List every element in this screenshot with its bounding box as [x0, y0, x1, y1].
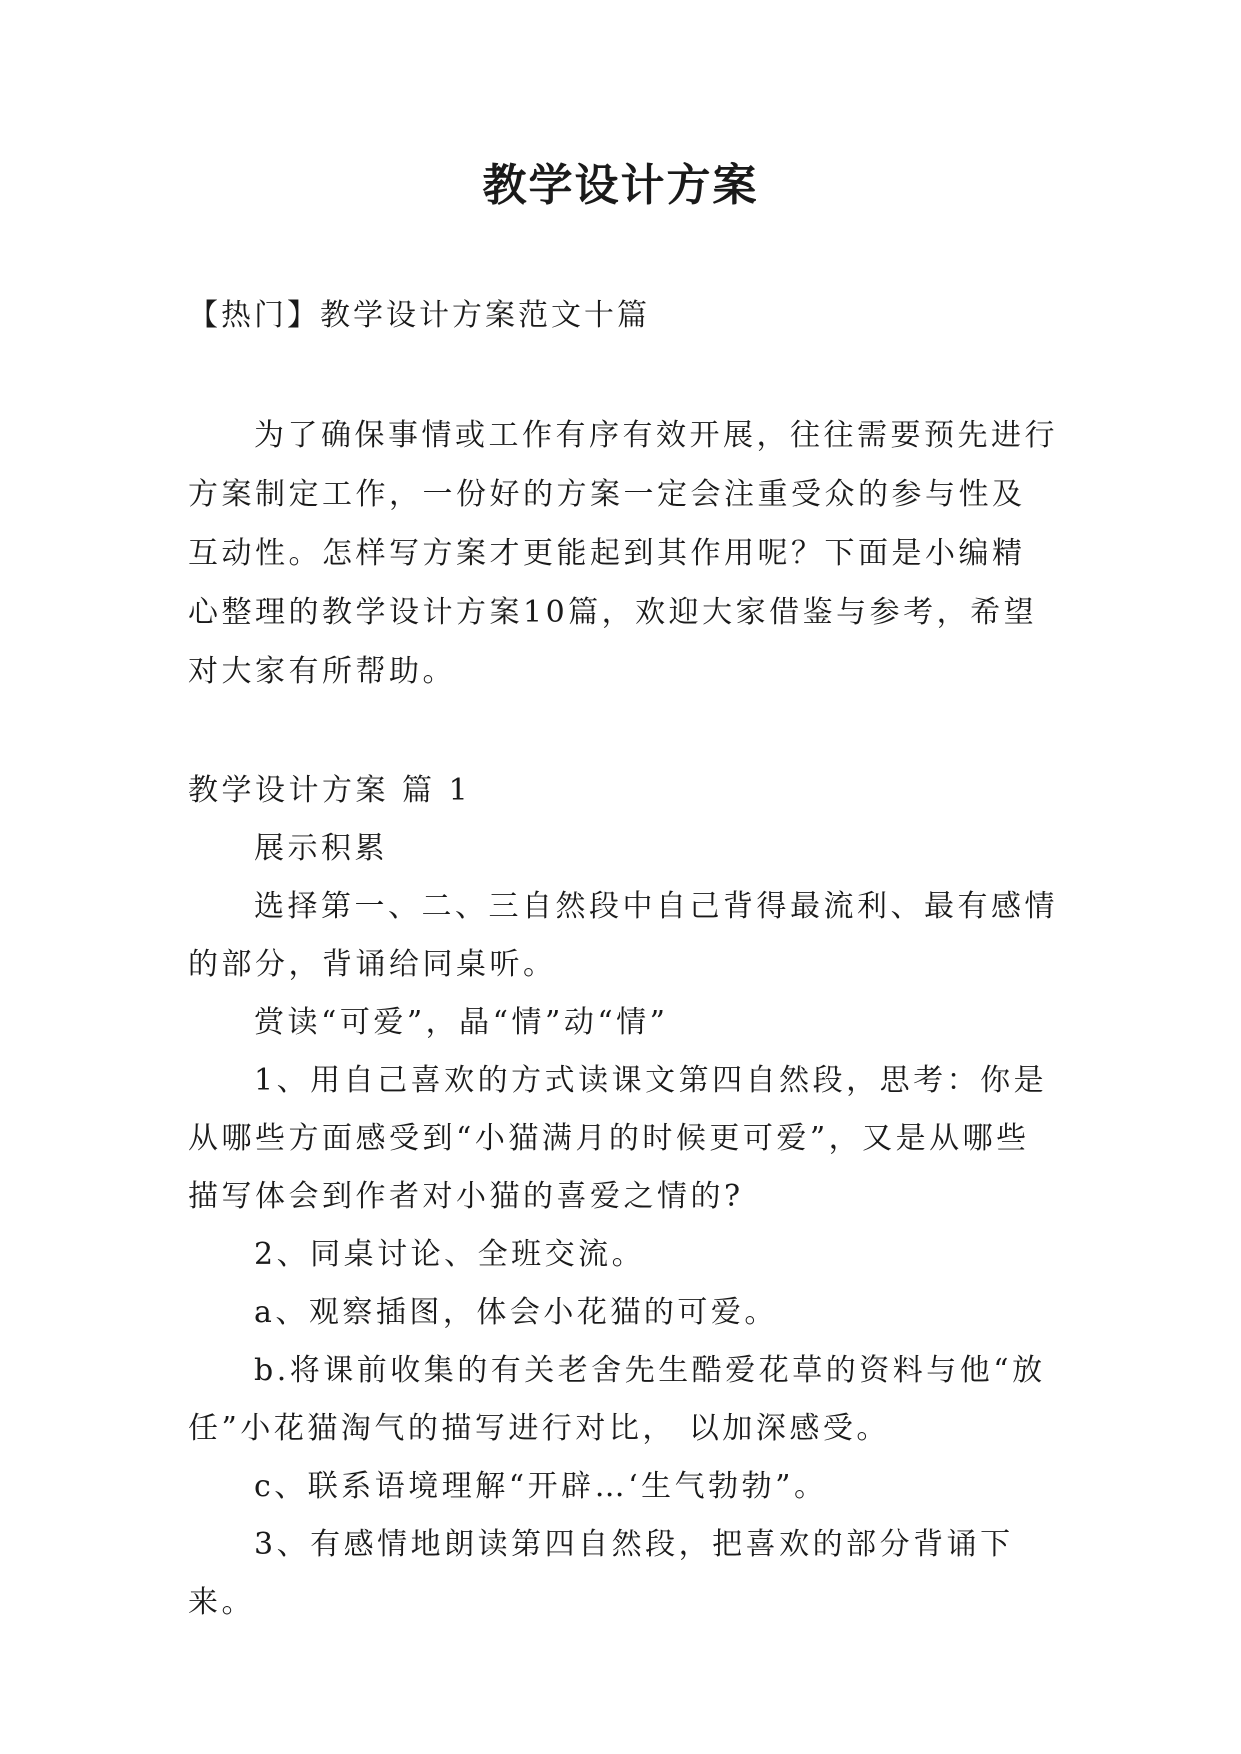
section-paragraph: c、联系语境理解“开辟…‘生气勃勃”。 [254, 1469, 828, 1504]
document-subtitle: 【热门】教学设计方案范文十篇 [188, 298, 650, 333]
section-paragraph: b.将课前收集的有关老舍先生酷爱花草的资料与他“放任”小花猫淘气的描写进行对比， 以加深感受。 [188, 1353, 1046, 1446]
intro-paragraph: 为了确保事情或工作有序有效开展，往往需要预先进行方案制定工作，一份好的方案一定会注重受众的参与性及互动性。怎样写方案才更能起到其作用呢？下面是小编精心整理的教学设计方案10篇，欢迎大家借鉴与参考，希望对大家有所帮助。 [188, 418, 1058, 689]
intro-block [188, 406, 1058, 701]
section-1 [188, 762, 1058, 1632]
document-title: 教学设计方案 [482, 160, 759, 211]
section-paragraph: 选择第一、二、三自然段中自己背得最流利、最有感情的部分，背诵给同桌听。 [188, 889, 1058, 982]
section-paragraph: 展示积累 [254, 831, 388, 866]
section-paragraph: 3、有感情地朗读第四自然段，把喜欢的部分背诵下来。 [188, 1527, 1014, 1620]
section-paragraph: 2、同桌讨论、全班交流。 [254, 1237, 646, 1272]
section-heading: 教学设计方案 篇 1 [188, 773, 472, 808]
section-paragraph: 1、用自己喜欢的方式读课文第四自然段，思考：你是从哪些方面感受到“小猫满月的时候更可爱”，又是从哪些描写体会到作者对小猫的喜爱之情的? [188, 1063, 1048, 1214]
section-paragraph: 赏读“可爱”，晶“情”动“情” [254, 1005, 669, 1040]
section-paragraph: a、观察插图，体会小花猫的可爱。 [254, 1295, 778, 1330]
